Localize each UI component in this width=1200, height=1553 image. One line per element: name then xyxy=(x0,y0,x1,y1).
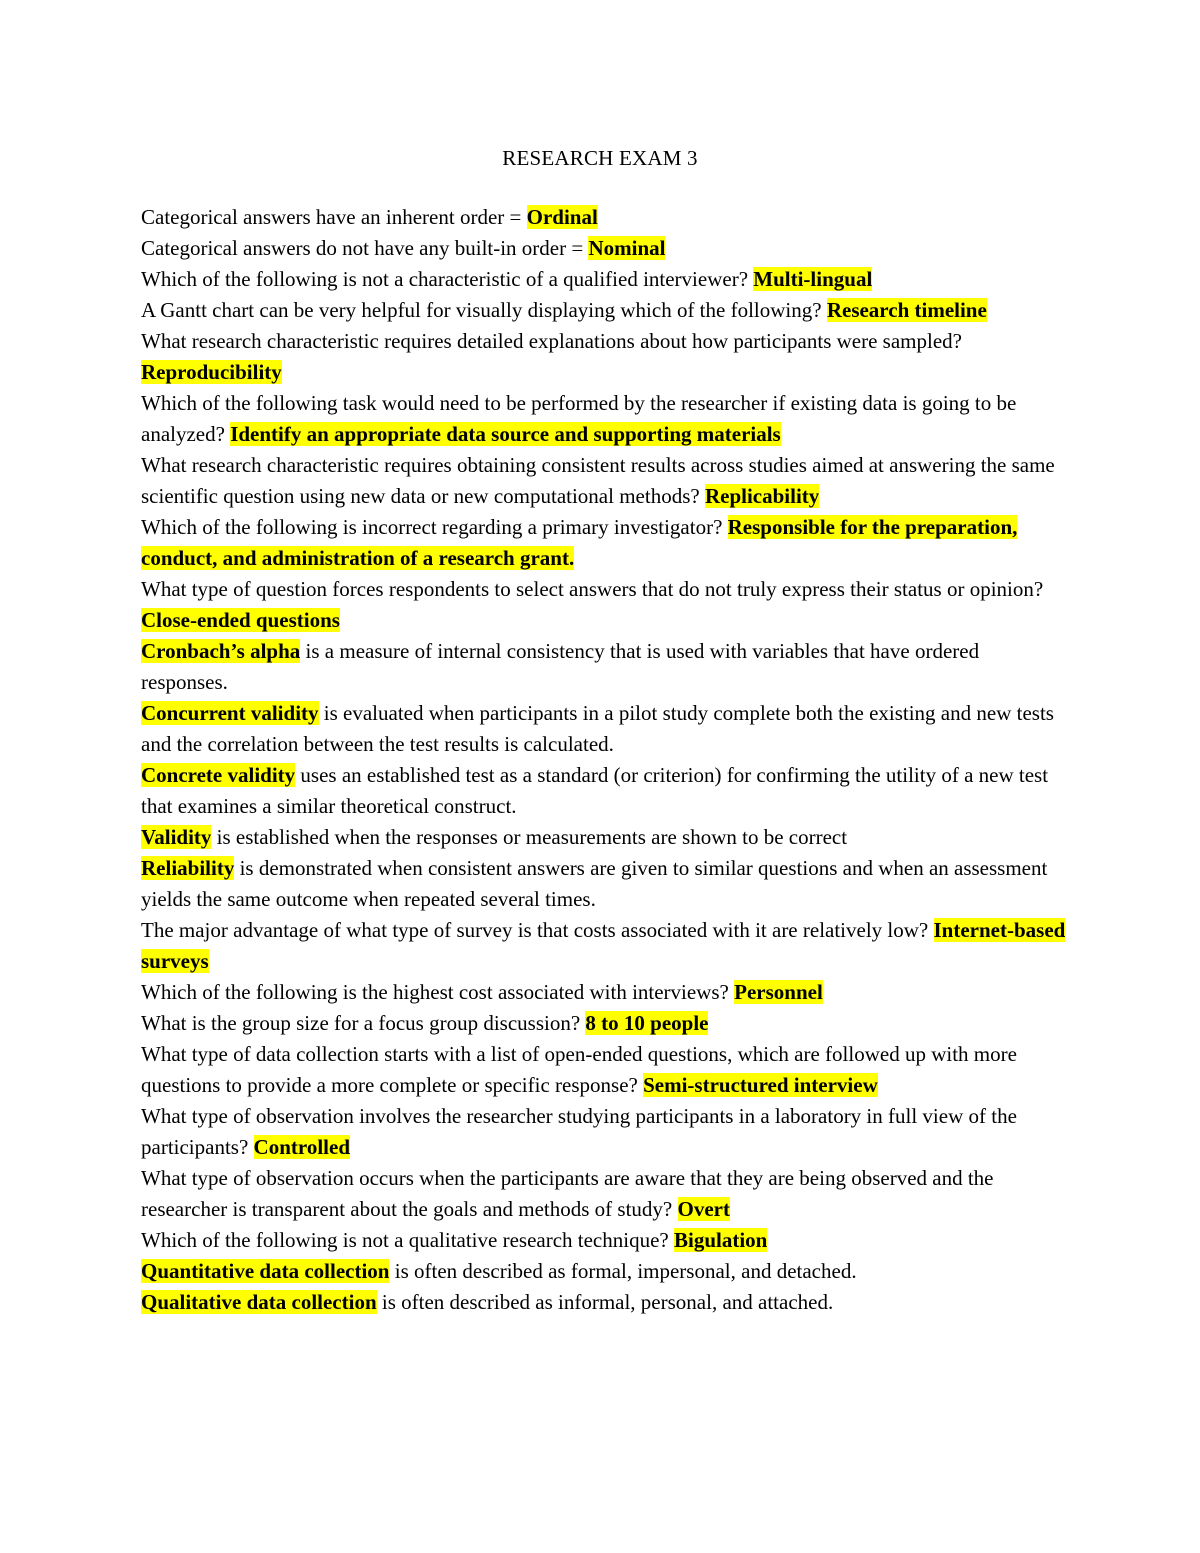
highlighted-answer: Nominal xyxy=(588,236,666,260)
highlighted-answer: Close-ended questions xyxy=(141,608,340,632)
highlighted-answer: Personnel xyxy=(734,980,823,1004)
qa-item-16 xyxy=(141,977,1066,1008)
highlighted-answer: Cronbach’s alpha xyxy=(141,639,301,663)
question-text: Which of the following is not a characteristic of a qualified interviewer? xyxy=(141,267,754,291)
question-text: The major advantage of what type of survey is that costs associated with it are relatively low? xyxy=(141,918,934,942)
question-text: What research characteristic requires detailed explanations about how participants were sampled? xyxy=(141,329,962,353)
trailing-text: is often described as informal, personal, and attached. xyxy=(376,1290,834,1314)
qa-item-17 xyxy=(141,1008,1066,1039)
trailing-text: is a measure of internal consistency that is used with variables that have ordered responses. xyxy=(141,639,980,694)
question-text: A Gantt chart can be very helpful for visually displaying which of the following? xyxy=(141,298,827,322)
qa-item-5 xyxy=(141,326,1066,388)
question-text: Categorical answers have an inherent order = xyxy=(141,205,527,229)
highlighted-answer: Validity xyxy=(141,825,212,849)
qa-item-13 xyxy=(141,822,1066,853)
qa-item-8 xyxy=(141,512,1066,574)
qa-item-21 xyxy=(141,1225,1066,1256)
qa-item-19 xyxy=(141,1101,1066,1163)
qa-item-1 xyxy=(141,202,1066,233)
highlighted-answer: Concrete validity xyxy=(141,763,296,787)
highlighted-answer: Overt xyxy=(677,1197,730,1221)
qa-item-22 xyxy=(141,1256,1066,1287)
question-text: What type of data collection starts with a list of open-ended questions, which are followed up with more questions to provide a more complete or specific response? xyxy=(141,1042,1017,1097)
qa-item-11 xyxy=(141,698,1066,760)
qa-item-15 xyxy=(141,915,1066,977)
highlighted-answer: Semi-structured interview xyxy=(643,1073,878,1097)
qa-item-10 xyxy=(141,636,1066,698)
question-text: Which of the following is the highest cost associated with interviews? xyxy=(141,980,735,1004)
highlighted-answer: Ordinal xyxy=(526,205,598,229)
page-title: RESEARCH EXAM 3 xyxy=(502,146,698,170)
highlighted-answer: Quantitative data collection xyxy=(141,1259,390,1283)
question-text: Categorical answers do not have any built-in order = xyxy=(141,236,589,260)
highlighted-answer: 8 to 10 people xyxy=(585,1011,709,1035)
trailing-text: uses an established test as a standard (or criterion) for confirming the utility of a new test that examines a similar theoretical construct. xyxy=(141,763,1049,818)
question-text: Which of the following task would need to be performed by the researcher if existing data is going to be analyzed? xyxy=(141,391,1017,446)
qa-item-23 xyxy=(141,1287,1066,1318)
question-text: What type of observation involves the researcher studying participants in a laboratory in full view of the participants? xyxy=(141,1104,1017,1159)
trailing-text: is evaluated when participants in a pilot study complete both the existing and new tests and the correlation between the test results is calculated. xyxy=(141,701,1054,756)
highlighted-answer: Internet-based surveys xyxy=(141,918,1066,973)
question-text: What type of question forces respondents to select answers that do not truly express their status or opinion? xyxy=(141,577,1044,601)
highlighted-answer: Bigulation xyxy=(673,1228,768,1252)
qa-item-12 xyxy=(141,760,1066,822)
highlighted-answer: Identify an appropriate data source and supporting materials xyxy=(230,422,781,446)
qa-item-4 xyxy=(141,295,1066,326)
qa-item-3 xyxy=(141,264,1066,295)
trailing-text: is established when the responses or measurements are shown to be correct xyxy=(211,825,848,849)
highlighted-answer: Controlled xyxy=(253,1135,350,1159)
qa-item-6 xyxy=(141,388,1066,450)
highlighted-answer: Concurrent validity xyxy=(141,701,319,725)
trailing-text: is demonstrated when consistent answers are given to similar questions and when an assessment yields the same outcome when repeated several times. xyxy=(141,856,1048,911)
highlighted-answer: Research timeline xyxy=(826,298,987,322)
qa-list xyxy=(141,202,1066,1318)
question-text: Which of the following is incorrect regarding a primary investigator? xyxy=(141,515,728,539)
qa-item-7 xyxy=(141,450,1066,512)
qa-item-18 xyxy=(141,1039,1066,1101)
qa-item-14 xyxy=(141,853,1066,915)
highlighted-answer: Reliability xyxy=(141,856,235,880)
question-text: Which of the following is not a qualitative research technique? xyxy=(141,1228,674,1252)
highlighted-answer: Replicability xyxy=(704,484,820,508)
highlighted-answer: Responsible for the preparation, conduct, and administration of a research grant. xyxy=(141,515,1018,570)
qa-item-9 xyxy=(141,574,1066,636)
trailing-text: is often described as formal, impersonal, and detached. xyxy=(389,1259,857,1283)
question-text: What research characteristic requires obtaining consistent results across studies aimed at answering the same scientific question using new data or new computational methods? xyxy=(141,453,1055,508)
highlighted-answer: Reproducibility xyxy=(141,360,282,384)
qa-item-2 xyxy=(141,233,1066,264)
qa-item-20 xyxy=(141,1163,1066,1225)
question-text: What type of observation occurs when the participants are aware that they are being observed and the researcher is transparent about the goals and methods of study? xyxy=(141,1166,994,1221)
question-text: What is the group size for a focus group discussion? xyxy=(141,1011,586,1035)
highlighted-answer: Qualitative data collection xyxy=(141,1290,377,1314)
highlighted-answer: Multi-lingual xyxy=(753,267,873,291)
